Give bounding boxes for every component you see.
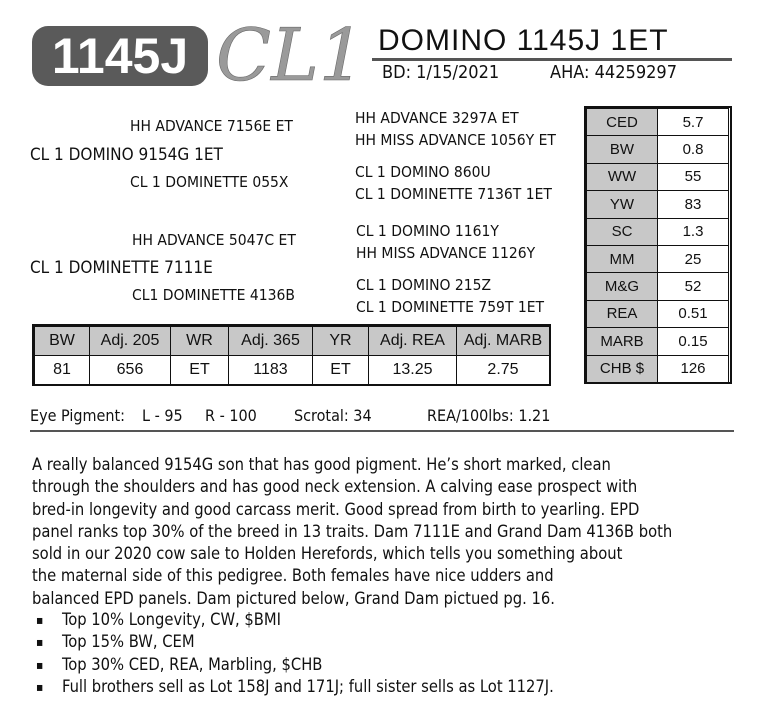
highlights-list [32,609,554,698]
performance-header: WR [171,327,229,356]
description-line: A really balanced 9154G son that has good pigment. He’s short marked, clean [32,455,611,474]
logo-text: CL1 [216,13,365,92]
epd-value: 52 [658,273,729,300]
pedigree-dam-dam-sire: CL 1 DOMINO 215Z [356,276,492,294]
highlight-item: ▪ Full brothers sell as Lot 158J and 171J; full sister sells as Lot 1127J. [32,676,554,698]
performance-header: Adj. 365 [229,327,313,356]
epd-row [587,163,729,190]
epd-label: YW [587,191,658,218]
performance-header: BW [35,327,90,356]
epd-label: CHB $ [587,355,658,382]
performance-header: Adj. 205 [90,327,171,356]
performance-value: ET [313,356,369,385]
pedigree-dam-sire: HH ADVANCE 5047C ET [132,231,296,249]
epd-value: 55 [658,163,729,190]
epd-value: 25 [658,245,729,272]
epd-value: 0.15 [658,328,729,355]
epd-label: WW [587,163,658,190]
epd-label: MARB [587,328,658,355]
epd-label: SC [587,218,658,245]
performance-header: Adj. MARB [457,327,550,356]
epd-row [587,355,729,382]
eye-pigment-label: Eye Pigment: [30,406,126,425]
epd-row [587,245,729,272]
performance-value: 1183 [229,356,313,385]
pedigree-sire-dam-sire: CL 1 DOMINO 860U [355,163,491,181]
eye-pigment-right: R - 100 [205,406,257,425]
epd-row [587,109,729,136]
performance-value: ET [171,356,229,385]
animal-name: DOMINO 1145J 1ET [378,24,669,57]
scrotal-measure: Scrotal: 34 [294,406,372,425]
highlight-item: ▪ Top 15% BW, CEM [32,631,554,653]
pedigree-dam-sire-dam: HH MISS ADVANCE 1126Y [356,244,536,262]
epd-value: 0.51 [658,300,729,327]
pedigree-dam-dam-dam: CL 1 DOMINETTE 759T 1ET [356,298,545,316]
description-line: balanced EPD panels. Dam pictured below, Grand Dam pictued pg. 16. [32,588,555,608]
performance-value: 13.25 [369,356,457,385]
performance-value: 656 [90,356,171,385]
description-line: through the shoulders and has good neck extension. A calving ease prospect with [32,477,638,497]
performance-header: YR [313,327,369,356]
pedigree-sire-dam: CL 1 DOMINETTE 055X [130,173,289,191]
performance-table [34,326,550,385]
ranch-logo [212,10,372,92]
epd-table [586,108,729,383]
performance-value-row [35,356,550,385]
rea-per-100lbs: REA/100lbs: 1.21 [427,406,551,425]
epd-row [587,136,729,163]
epd-label: M&G [587,273,658,300]
pedigree-dam: CL 1 DOMINETTE 7111E [30,258,213,278]
epd-label: CED [587,109,658,136]
pedigree-sire-sire-sire: HH ADVANCE 3297A ET [355,109,519,127]
pedigree-sire-dam-dam: CL 1 DOMINETTE 7136T 1ET [355,185,552,203]
highlight-item: ▪ Top 30% CED, REA, Marbling, $CHB [32,654,554,676]
lot-number-badge: 1145J [32,26,208,86]
birth-date: BD: 1/15/2021 [382,62,500,83]
epd-row [587,300,729,327]
highlight-item: ▪ Top 10% Longevity, CW, $BMI [32,609,554,631]
epd-value: 1.3 [658,218,729,245]
epd-row [587,218,729,245]
eye-pigment-left: L - 95 [142,406,183,425]
epd-value: 5.7 [658,109,729,136]
epd-value: 83 [658,191,729,218]
description-line: the maternal side of this pedigree. Both females have nice udders and [32,566,554,586]
description [32,454,737,610]
performance-header: Adj. REA [369,327,457,356]
title-divider [372,58,732,61]
epd-row [587,191,729,218]
pedigree-dam-sire-sire: CL 1 DOMINO 1161Y [356,222,499,240]
performance-value: 81 [35,356,90,385]
description-line: panel ranks top 30% of the breed in 13 traits. Dam 7111E and Grand Dam 4136B both [32,521,673,541]
epd-row [587,273,729,300]
epd-label: BW [587,136,658,163]
pedigree-sire-sire: HH ADVANCE 7156E ET [130,117,293,135]
stats-divider [30,430,734,432]
pedigree-sire: CL 1 DOMINO 9154G 1ET [30,145,223,165]
epd-value: 126 [658,355,729,382]
pedigree-dam-dam: CL1 DOMINETTE 4136B [132,286,295,304]
performance-header-row [35,327,550,356]
epd-value: 0.8 [658,136,729,163]
registration-number: AHA: 44259297 [550,62,678,83]
epd-label: MM [587,245,658,272]
epd-row [587,328,729,355]
pedigree-sire-sire-dam: HH MISS ADVANCE 1056Y ET [355,131,556,149]
epd-label: REA [587,300,658,327]
description-line: sold in our 2020 cow sale to Holden Herefords, which tells you something about [32,544,623,564]
description-line: bred-in longevity and good carcass merit. Good spread from birth to yearling. EPD [32,499,640,519]
performance-value: 2.75 [457,356,550,385]
